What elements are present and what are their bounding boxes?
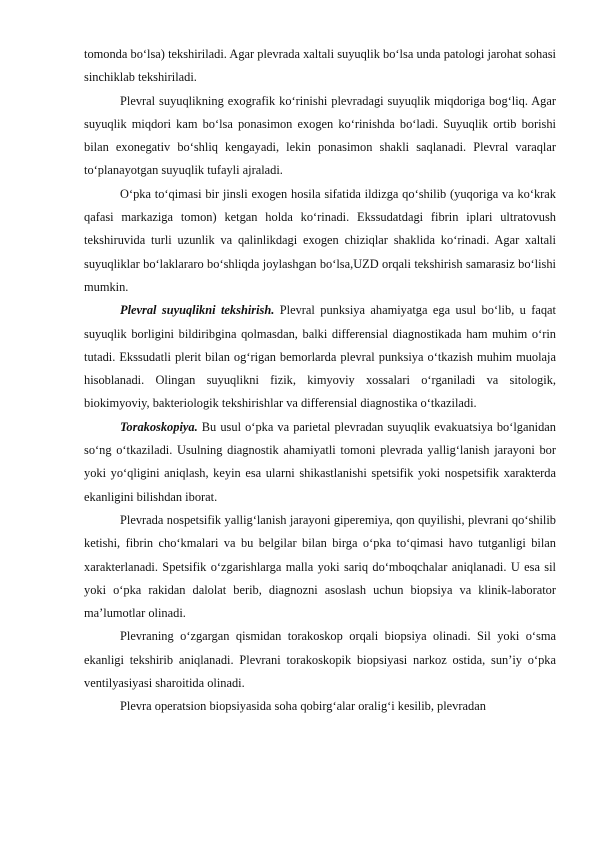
paragraph-4 xyxy=(84,299,556,415)
paragraph-2 xyxy=(84,90,556,183)
paragraph-6 xyxy=(84,509,556,625)
paragraph-7 xyxy=(84,625,556,695)
paragraph-8 xyxy=(84,695,556,718)
paragraph-1 xyxy=(84,43,556,90)
paragraph-5-text: Bu usul o‘pka va parietal plevradan suyuqlik evakuatsiya bo‘lganidan so‘ng o‘tkaziladi. Usulning diagnostik ahamiyatli tomoni plevrada yallig‘lanish jarayoni bor yoki yo‘qligini aniqlash, keyin esa ularni shikastlanishi spetsifik yoki nospetsifik xarakterda ekanligini bilishdan iborat. xyxy=(84,419,556,504)
paragraph-3 xyxy=(84,183,556,299)
paragraph-7-text: Plevraning o‘zgargan qismidan torakoskop orqali biopsiya olinadi. Sil yoki o‘sma ekanligi tekshirib aniqlanadi. Plevrani torakoskopik biopsiyasi narkoz ostida, sun’iy o‘pka ventilyasiyasi sharoitida olinadi. xyxy=(84,629,556,691)
paragraph-4-text: Plevral punksiya ahamiyatga ega usul bo‘lib, u faqat suyuqlik borligini bildiribgina qolmasdan, balki differensial diagnostikada ham muhim o‘rin tutadi. Ekssudatli plerit bilan og‘rigan bemorlarda plevral punksiya o‘tkazish muhim muolaja hisoblanadi. Olingan suyuqlikni fizik, kimyoviy xossalari o‘rganiladi va sitologik, biokimyoviy, bakteriologik tekshirishlar va differensial diagnostika o‘tkaziladi. xyxy=(84,303,557,411)
paragraph-2-text: Plevral suyuqlikning exografik ko‘rinishi plevradagi suyuqlik miqdoriga bog‘liq. Agar suyuqlik miqdori kam bo‘lsa ponasimon exogen ko‘rinishda bo‘ladi. Suyuqlik ortib borishi bilan exonegativ bo‘shliq kengayadi, lekin ponasimon shakli saqlanadi. Plevral varaqlar to‘planayotgan suyuqlik tufayli ajraladi. xyxy=(84,93,556,178)
body-text xyxy=(84,43,556,719)
paragraph-3-text: O‘pka to‘qimasi bir jinsli exogen hosila sifatida ildizga qo‘shilib (yuqoriga va ko‘krak qafasi markaziga tomon) ketgan holda ko‘rinadi. Ekssudatdagi fibrin iplari ultratovush tekshiruvida turli uzunlik va qalinlikdagi exogen chiziqlar shaklida ko‘rinadi. Agar xaltali suyuqliklar bo‘laklararo bo‘shliqda joylashgan bo‘lsa,UZD orqali tekshirish samarasiz bo‘lishi mumkin. xyxy=(84,186,556,294)
paragraph-4-lead: Plevral suyuqlikni tekshirish. xyxy=(120,303,275,318)
paragraph-6-text: Plevrada nospetsifik yallig‘lanish jarayoni giperemiya, qon quyilishi, plevrani qo‘shilib ketishi, fibrin cho‘kmalari va bu belgilar bilan birga o‘pka to‘qimasi havo tutganligi bilan xarakterlanadi. Spetsifik o‘zgarishlarga malla yoki sariq do‘mboqchalar aniqlanadi. U esa sil yoki o‘pka rakidan dalolat berib, diagnozni asoslash uchun biopsiya va klinik-laborator ma’lumotlar olinadi. xyxy=(84,512,556,621)
paragraph-1-text: tomonda bo‘lsa) tekshiriladi. Agar plevrada xaltali suyuqlik bo‘lsa unda patologi jarohat sohasi sinchiklab tekshiriladi. xyxy=(84,47,556,85)
paragraph-5-lead: Torakoskopiya. xyxy=(120,419,198,434)
paragraph-8-text: Plevra operatsion biopsiyasida soha qobirg‘alar oralig‘i kesilib, plevradan xyxy=(120,699,486,714)
paragraph-5 xyxy=(84,416,556,509)
